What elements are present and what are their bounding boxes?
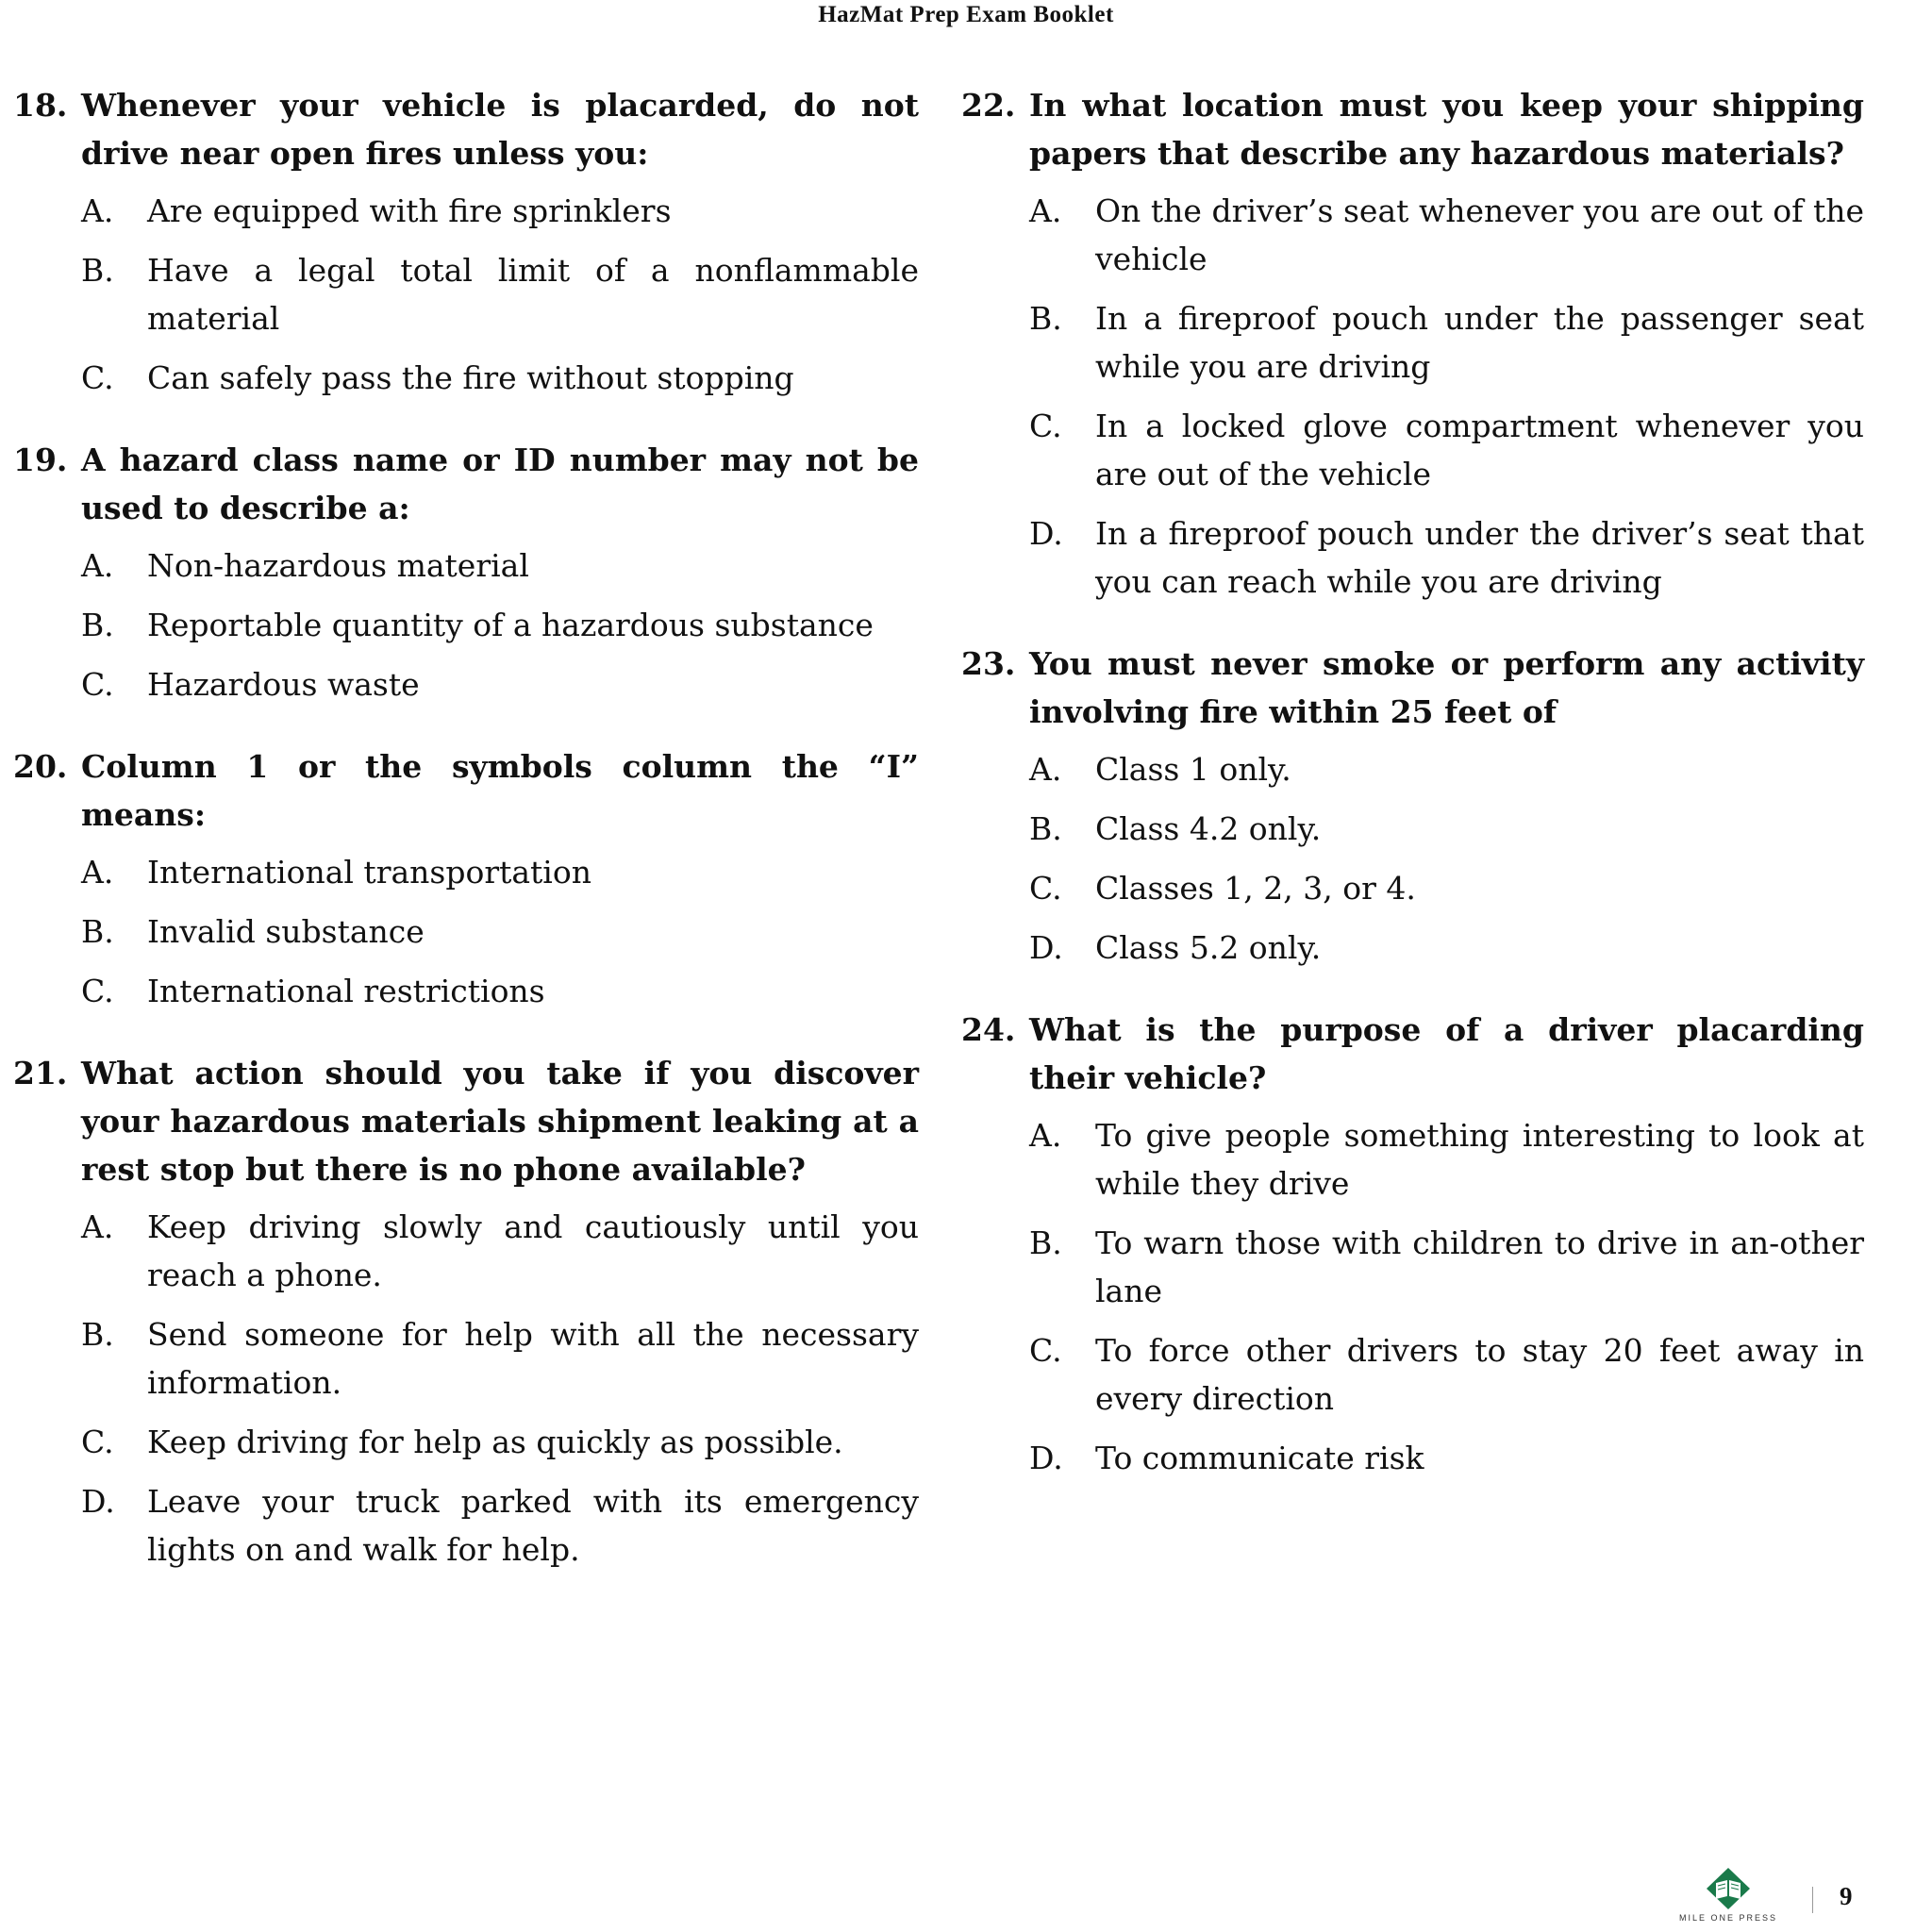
option-letter: C. (81, 973, 114, 1009)
left-column (13, 81, 919, 1607)
option-text: To give people something interesting to look at while they drive (1095, 1117, 1864, 1202)
question-number: 19. (13, 441, 68, 478)
right-column (961, 81, 1864, 1516)
option-letter: A. (1029, 751, 1062, 788)
question-23 (961, 640, 1864, 972)
option-text: Send someone for help with all the necessary information. (147, 1316, 919, 1401)
option-letter: A. (81, 547, 114, 584)
answer-option (81, 1477, 919, 1574)
option-text: To force other drivers to stay 20 feet away in every direction (1095, 1332, 1864, 1417)
answer-option (1029, 1326, 1864, 1423)
question-number: 21. (13, 1055, 68, 1091)
publisher-logo (1672, 1866, 1785, 1932)
footer-divider (1812, 1887, 1813, 1913)
option-text: Classes 1, 2, 3, or 4. (1095, 870, 1416, 907)
answer-option (1029, 1219, 1864, 1315)
option-letter: A. (1029, 1117, 1062, 1154)
option-letter: A. (81, 854, 114, 891)
option-letter: D. (1029, 1440, 1063, 1476)
answer-option (1029, 402, 1864, 498)
page-number: 9 (1840, 1882, 1853, 1910)
question-text: What is the purpose of a driver placarding their vehicle? (1029, 1011, 1864, 1096)
question-text: In what location must you keep your shipping papers that describe any hazardous materials? (1029, 87, 1864, 172)
answer-option (1029, 509, 1864, 606)
question-text: You must never smoke or perform any activity involving fire within 25 feet of (1029, 645, 1864, 730)
answer-options (13, 187, 919, 402)
book-logo-icon (1705, 1866, 1752, 1911)
question-number: 20. (13, 748, 68, 785)
option-text: Leave your truck parked with its emergency lights on and walk for help. (147, 1483, 919, 1568)
option-letter: A. (1029, 192, 1062, 229)
answer-options (961, 187, 1864, 606)
answer-option (81, 1310, 919, 1407)
answer-option (81, 601, 919, 649)
option-text: On the driver’s seat whenever you are out of the vehicle (1095, 192, 1864, 277)
answer-option (81, 541, 919, 590)
question-stem (13, 81, 919, 177)
option-letter: B. (1029, 810, 1062, 847)
option-text: To communicate risk (1095, 1440, 1424, 1476)
question-19 (13, 436, 919, 708)
option-text: Are equipped with fire sprinklers (147, 192, 672, 229)
option-text: Class 4.2 only. (1095, 810, 1322, 847)
answer-option (81, 1418, 919, 1466)
option-letter: C. (81, 359, 114, 396)
question-22 (961, 81, 1864, 606)
option-letter: B. (81, 1316, 114, 1353)
answer-option (81, 1203, 919, 1299)
answer-option (81, 246, 919, 342)
option-letter: B. (81, 607, 114, 643)
answer-option (1029, 1111, 1864, 1208)
question-stem (961, 1006, 1864, 1102)
option-text: To warn those with children to drive in an-other lane (1095, 1224, 1864, 1309)
option-text: International transportation (147, 854, 591, 891)
option-letter: A. (81, 1208, 114, 1245)
option-letter: C. (1029, 408, 1062, 444)
question-18 (13, 81, 919, 402)
option-text: Reportable quantity of a hazardous substance (147, 607, 874, 643)
option-text: Have a legal total limit of a nonflammable material (147, 252, 919, 337)
option-text: International restrictions (147, 973, 545, 1009)
question-21 (13, 1049, 919, 1574)
question-20 (13, 742, 919, 1015)
page-header: HazMat Prep Exam Booklet (818, 2, 1114, 27)
option-letter: A. (81, 192, 114, 229)
option-text: Keep driving slowly and cautiously until you reach a phone. (147, 1208, 919, 1293)
option-letter: B. (1029, 300, 1062, 337)
answer-options (13, 541, 919, 708)
answer-option (81, 908, 919, 956)
question-number: 24. (961, 1011, 1016, 1048)
option-letter: C. (81, 666, 114, 703)
answer-option (1029, 1434, 1864, 1482)
question-stem (961, 640, 1864, 736)
answer-option (81, 848, 919, 896)
option-text: Class 5.2 only. (1095, 929, 1322, 966)
question-text: Whenever your vehicle is placarded, do not drive near open fires unless you: (81, 87, 919, 172)
question-24 (961, 1006, 1864, 1482)
option-letter: C. (1029, 1332, 1062, 1369)
question-stem (961, 81, 1864, 177)
answer-option (1029, 187, 1864, 283)
option-text: Keep driving for help as quickly as possible. (147, 1424, 843, 1460)
option-letter: D. (1029, 929, 1063, 966)
answer-options (13, 1203, 919, 1574)
answer-option (81, 187, 919, 235)
option-letter: B. (81, 913, 114, 950)
question-stem (13, 1049, 919, 1193)
option-letter: D. (1029, 515, 1063, 552)
option-letter: D. (81, 1483, 115, 1520)
answer-option (1029, 294, 1864, 391)
question-number: 23. (961, 645, 1016, 682)
question-number: 18. (13, 87, 68, 124)
option-letter: C. (81, 1424, 114, 1460)
question-number: 22. (961, 87, 1016, 124)
answer-options (13, 848, 919, 1015)
answer-option (1029, 864, 1864, 912)
option-text: In a fireproof pouch under the driver’s seat that you can reach while you are driving (1095, 515, 1864, 600)
answer-options (961, 745, 1864, 972)
option-letter: B. (1029, 1224, 1062, 1261)
answer-option (81, 660, 919, 708)
option-text: Class 1 only. (1095, 751, 1291, 788)
answer-option (81, 354, 919, 402)
question-stem (13, 436, 919, 532)
question-text: A hazard class name or ID number may not be used to describe a: (81, 441, 919, 526)
question-text: Column 1 or the symbols column the “I” means: (81, 748, 919, 833)
answer-options (961, 1111, 1864, 1482)
question-text: What action should you take if you discover your hazardous materials shipment leaking at a rest stop but there is no phone available? (81, 1055, 919, 1188)
answer-option (1029, 745, 1864, 793)
option-text: Invalid substance (147, 913, 425, 950)
option-text: Non-hazardous material (147, 547, 529, 584)
answer-option (1029, 924, 1864, 972)
option-text: In a fireproof pouch under the passenger seat while you are driving (1095, 300, 1864, 385)
option-text: Hazardous waste (147, 666, 420, 703)
answer-option (81, 967, 919, 1015)
option-text: Can safely pass the fire without stopping (147, 359, 794, 396)
answer-option (1029, 805, 1864, 853)
publisher-name: MILE ONE PRESS (1678, 1913, 1778, 1923)
option-text: In a locked glove compartment whenever you are out of the vehicle (1095, 408, 1864, 492)
question-stem (13, 742, 919, 839)
option-letter: C. (1029, 870, 1062, 907)
option-letter: B. (81, 252, 114, 289)
